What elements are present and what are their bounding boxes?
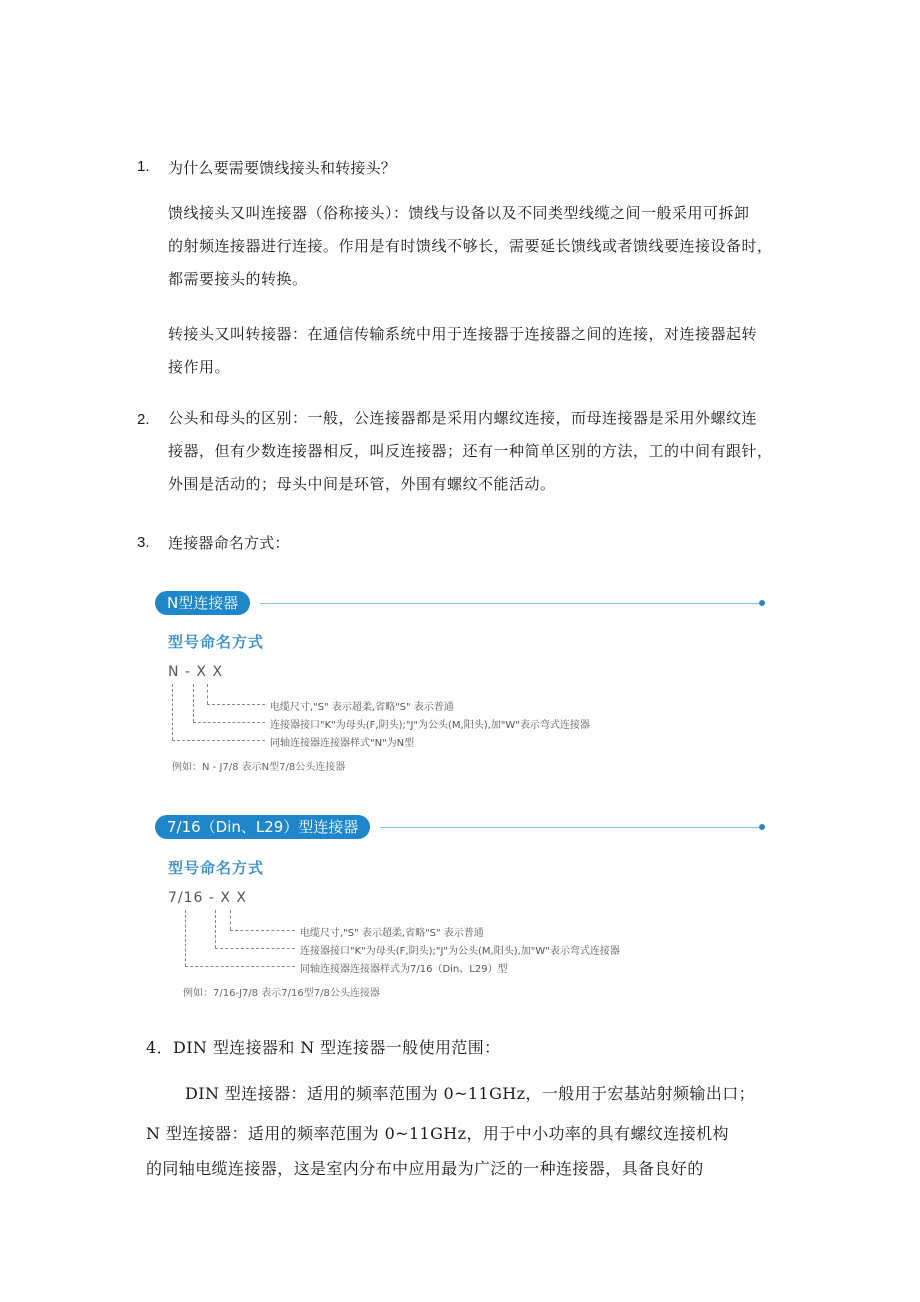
q4-title: 4．DIN 型连接器和 N 型连接器一般使用范围： bbox=[146, 1038, 501, 1057]
q1-p2-line-1: 转接头又叫转接器：在通信传输系统中用于连接器于连接器之间的连接，对连接器起转 bbox=[168, 325, 758, 343]
din-connector-pill: 7/16（Din、L29）型连接器 bbox=[155, 815, 370, 839]
q1-p2-line-2: 接作用。 bbox=[168, 358, 231, 376]
din-connector-line-3h bbox=[185, 966, 295, 967]
q1-p1-line-3: 都需要接头的转换。 bbox=[168, 270, 308, 288]
din-example: 例如：7/16-J7/8 表示7/16型7/8公头连接器 bbox=[183, 988, 380, 999]
n-connector-line-3 bbox=[172, 684, 173, 740]
n-connector-line-2 bbox=[193, 684, 194, 722]
din-connector-line-1 bbox=[230, 910, 231, 930]
din-header-dot bbox=[759, 824, 765, 830]
n-connector-line-3h bbox=[172, 740, 265, 741]
q1-paragraph-2 bbox=[168, 318, 808, 384]
n-connector-line-1h bbox=[207, 704, 265, 705]
din-desc-cable-size: 电缆尺寸,"S" 表示超柔,省略"S" 表示普通 bbox=[300, 928, 484, 939]
q4-line-1: DIN 型连接器：适用的频率范围为 0~11GHz，一般用于宏基站射频输出口； bbox=[185, 1084, 756, 1103]
q1-title: 为什么要需要馈线接头和转接头？ bbox=[168, 159, 397, 177]
n-code: N - X X bbox=[168, 664, 224, 680]
q4-line-3: 的同轴电缆连接器，这是室内分布中应用最为广泛的一种连接器，具备良好的 bbox=[146, 1159, 704, 1178]
n-header-dot bbox=[759, 600, 765, 606]
q3-title: 连接器命名方式： bbox=[168, 534, 290, 552]
n-desc-cable-size: 电缆尺寸,"S" 表示超柔,省略"S" 表示普通 bbox=[270, 702, 454, 713]
din-connector-line-2h bbox=[215, 948, 295, 949]
q2-paragraph bbox=[168, 402, 808, 501]
n-connector-pill: N型连接器 bbox=[155, 591, 250, 615]
din-connector-line-1h bbox=[230, 930, 295, 931]
q1-p1-line-1: 馈线接头又叫连接器（俗称接头）：馈线与设备以及不同类型线缆之间一般采用可拆卸 bbox=[168, 204, 750, 222]
din-connector-line-3 bbox=[185, 910, 186, 966]
q4-line-2: N 型连接器：适用的频率范围为 0~11GHz，用于中小功率的具有螺纹连接机构 bbox=[146, 1124, 729, 1143]
q1-paragraph-1 bbox=[168, 197, 808, 296]
n-connector-line-2h bbox=[193, 722, 265, 723]
q2-line-2: 接器，但有少数连接器相反，叫反连接器；还有一种简单区别的方法，工的中间有跟针， bbox=[168, 442, 773, 460]
q2-line-3: 外围是活动的；母头中间是环管，外围有螺纹不能活动。 bbox=[168, 475, 556, 493]
q1-number: 1. bbox=[137, 158, 150, 175]
q1-p1-line-2: 的射频连接器进行连接。作用是有时馈线不够长，需要延长馈线或者馈线要连接设备时， bbox=[168, 237, 773, 255]
n-subtitle: 型号命名方式 bbox=[168, 633, 265, 651]
din-desc-style: 同轴连接器连接器样式为7/16（Din、L29）型 bbox=[300, 964, 508, 975]
q2-line-1: 公头和母头的区别：一般，公连接器都是采用内螺纹连接，而母连接器是采用外螺纹连 bbox=[168, 409, 758, 427]
din-desc-interface: 连接器接口"K"为母头(F,阴头);"J"为公头(M,阳头),加"W"表示弯式连接器 bbox=[300, 946, 620, 957]
din-header-line bbox=[380, 827, 762, 828]
n-connector-line-1 bbox=[207, 684, 208, 704]
din-code: 7/16 - X X bbox=[168, 890, 248, 906]
q3-number: 3. bbox=[137, 534, 150, 551]
n-desc-interface: 连接器接口"K"为母头(F,阴头);"J"为公头(M,阳头),加"W"表示弯式连接器 bbox=[270, 720, 590, 731]
n-header-line bbox=[260, 603, 762, 604]
n-example: 例如：N - J7/8 表示N型7/8公头连接器 bbox=[172, 762, 346, 773]
n-desc-style: 同轴连接器连接器样式"N"为N型 bbox=[270, 738, 415, 749]
q2-number: 2. bbox=[137, 411, 150, 428]
din-subtitle: 型号命名方式 bbox=[168, 859, 265, 877]
din-connector-line-2 bbox=[215, 910, 216, 948]
